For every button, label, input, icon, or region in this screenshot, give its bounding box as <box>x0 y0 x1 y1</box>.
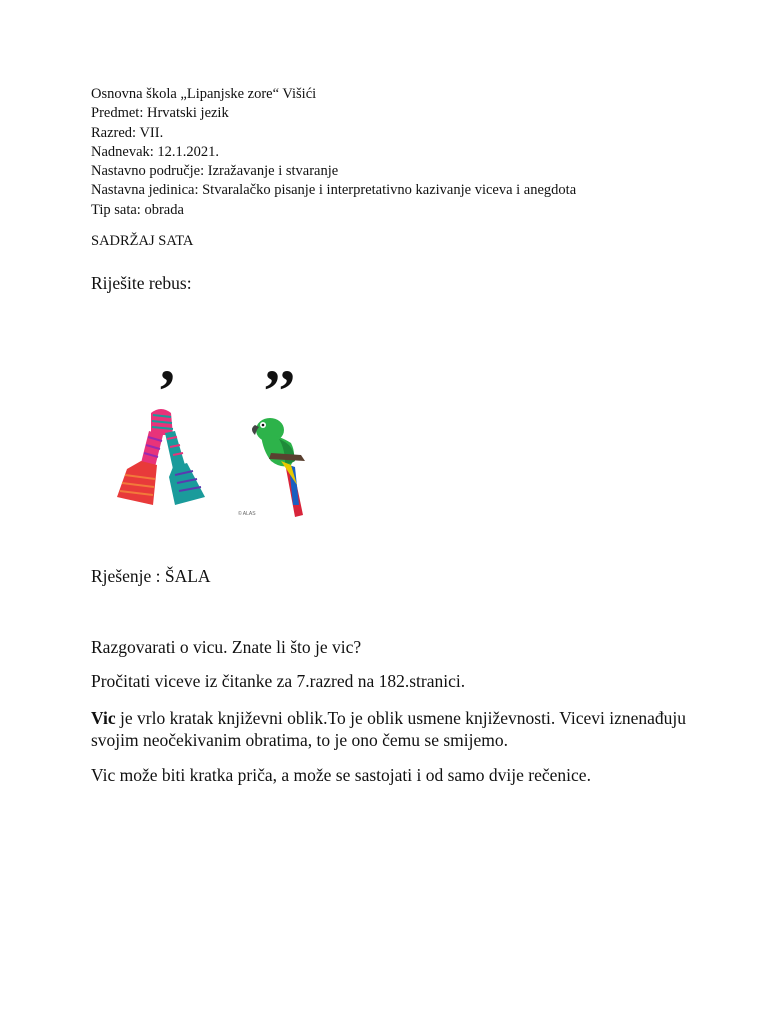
paragraph-length: Vic može biti kratka priča, a može se sastojati i od samo dvije rečenice. <box>91 765 591 785</box>
unit-line: Nastavna jedinica: Stvaralačko pisanje i interpretativno kazivanje viceva i anegdota <box>91 182 577 199</box>
lesson-type-line: Tip sata: obrada <box>91 201 184 218</box>
rebus-comma-double: ,, <box>265 327 295 393</box>
subject-line: Predmet: Hrvatski jezik <box>91 105 229 122</box>
area-line: Nastavno područje: Izražavanje i stvaranje <box>91 163 339 180</box>
grade-line: Razred: VII. <box>91 124 164 141</box>
term-vic: Vic <box>91 708 116 728</box>
lesson-header <box>91 85 576 220</box>
paragraph-reading: Pročitati viceve iz čitanke za 7.razred na 182.stranici. <box>91 671 466 691</box>
scarf-image <box>113 405 208 515</box>
rebus-solution: Rješenje : ŠALA <box>91 566 211 586</box>
parrot-image <box>235 405 325 520</box>
content-heading: SADRŽAJ SATA <box>91 233 194 249</box>
definition-text: je vrlo kratak književni oblik.To je oblik usmene književnosti. Vicevi iznenađuju svojim neočekivanim obratima, to je ono čemu se smijemo. <box>91 708 687 750</box>
parrot-credit: © ALAS <box>238 511 256 517</box>
school-line: Osnovna škola „Lipanjske zore“ Višići <box>91 86 317 102</box>
paragraph-discussion: Razgovarati o vicu. Znate li što je vic? <box>91 637 362 657</box>
date-line: Nadnevak: 12.1.2021. <box>91 143 220 160</box>
rebus-title: Riješite rebus: <box>91 273 192 293</box>
paragraph-definition <box>91 707 691 751</box>
rebus-comma-single: , <box>160 327 175 393</box>
